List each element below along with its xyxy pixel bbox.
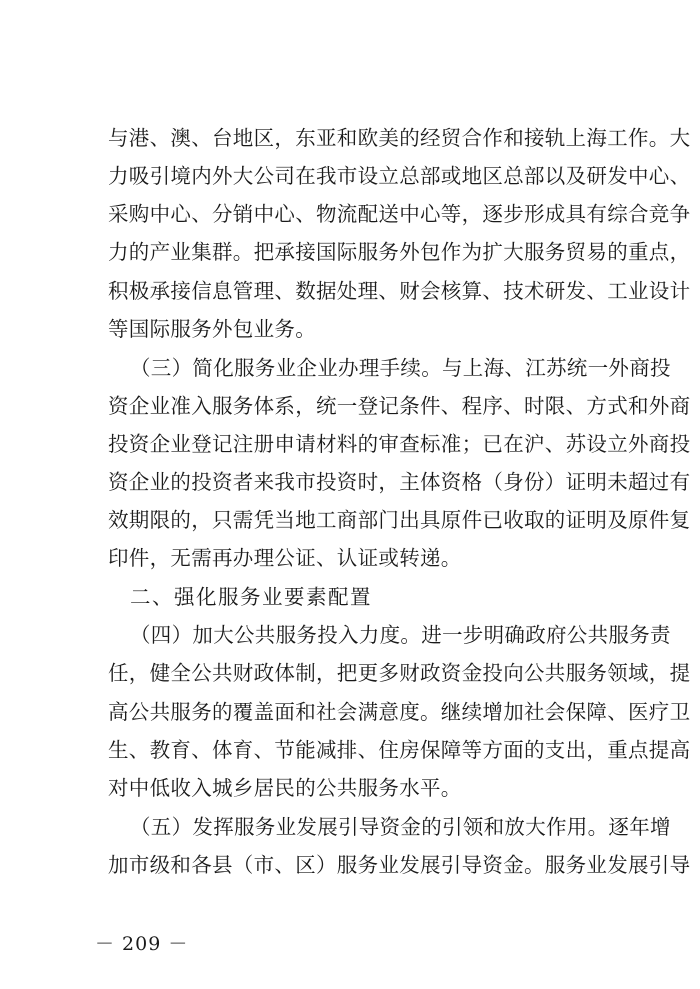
paragraph-1-line-6: 等国际服务外包业务。 [108, 317, 316, 341]
paragraph-4-line-2: 任，健全公共财政体制，把更多财政资金投向公共服务领域，提 [108, 661, 691, 685]
paragraph-1-line-3: 采购中心、分销中心、物流配送中心等，逐步形成具有综合竞争 [108, 202, 691, 226]
paragraph-1-line-5: 积极承接信息管理、数据处理、财会核算、技术研发、工业设计 [108, 279, 691, 303]
paragraph-1-line-2: 力吸引境内外大公司在我市设立总部或地区总部以及研发中心、 [108, 164, 691, 188]
paragraph-2-line-2: 资企业准入服务体系，统一登记条件、程序、时限、方式和外商 [108, 394, 691, 418]
paragraph-5-line-2: 加市级和各县（市、区）服务业发展引导资金。服务业发展引导 [108, 853, 691, 877]
paragraph-2-line-6: 印件，无需再办理公证、认证或转递。 [108, 546, 462, 570]
paragraph-5-line-1: （五）发挥服务业发展引导资金的引领和放大作用。逐年增 [130, 815, 671, 839]
paragraph-1-line-4: 力的产业集群。把承接国际服务外包作为扩大服务贸易的重点， [108, 240, 691, 264]
paragraph-2-line-5: 效期限的，只需凭当地工商部门出具原件已收取的证明及原件复 [108, 508, 691, 532]
paragraph-4-line-3: 高公共服务的覆盖面和社会满意度。继续增加社会保障、医疗卫 [108, 700, 691, 724]
page-number: － 209 － [95, 933, 189, 955]
paragraph-4-line-4: 生、教育、体育、节能减排、住房保障等方面的支出，重点提高 [108, 738, 691, 762]
section-heading: 二、强化服务业要素配置 [130, 585, 372, 609]
paragraph-2-line-1: （三）简化服务业企业办理手续。与上海、江苏统一外商投 [130, 356, 671, 380]
paragraph-4-line-5: 对中低收入城乡居民的公共服务水平。 [108, 776, 462, 800]
paragraph-2-line-3: 投资企业登记注册申请材料的审查标准；已在沪、苏设立外商投 [108, 432, 691, 456]
paragraph-4-line-1: （四）加大公共服务投入力度。进一步明确政府公共服务责 [130, 623, 671, 647]
paragraph-2-line-4: 资企业的投资者来我市投资时，主体资格（身份）证明未超过有 [108, 470, 691, 494]
paragraph-1-line-1: 与港、澳、台地区，东亚和欧美的经贸合作和接轨上海工作。大 [108, 126, 691, 150]
